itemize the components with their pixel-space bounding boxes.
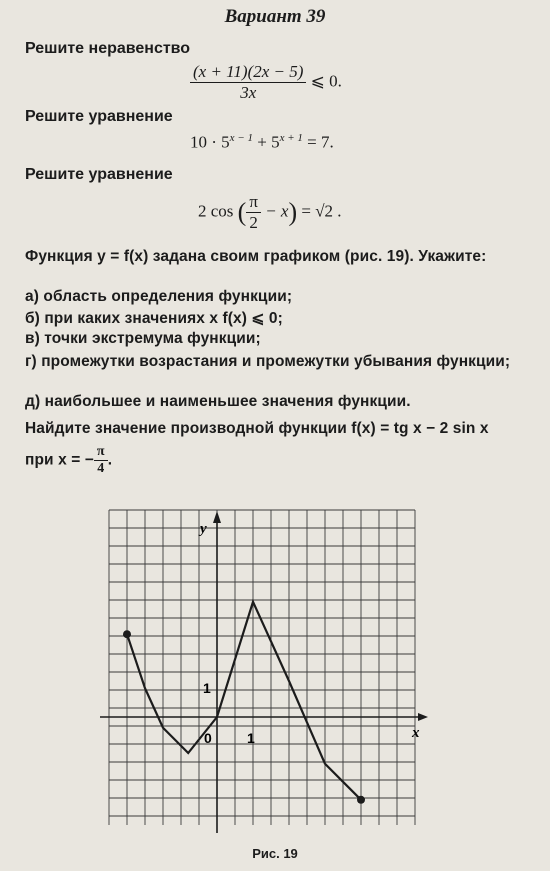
- task3-rhs: = √2 .: [301, 201, 342, 221]
- curve-end-point: [357, 796, 365, 804]
- task2-right: = 7.: [302, 132, 334, 152]
- task4-item-v: в) точки экстремума функции;: [25, 330, 261, 347]
- task3-label: Решите уравнение: [25, 166, 173, 183]
- y-axis-arrow-icon: [213, 511, 221, 523]
- function-curve: [127, 602, 361, 800]
- task2-exp1: x − 1: [229, 132, 253, 144]
- task5-four: 4: [97, 461, 105, 476]
- task3-pi: π: [246, 192, 261, 213]
- task1-numerator: (x + 11)(2x − 5): [190, 62, 306, 83]
- variant-title: Вариант 39: [224, 6, 326, 27]
- y-axis-label: y: [200, 521, 207, 537]
- task2-exp2: x + 1: [279, 132, 303, 144]
- figure-caption: Рис. 19: [252, 846, 298, 861]
- task3-two: 2: [249, 213, 258, 232]
- task3-minus-x: − x: [260, 201, 289, 221]
- task3-lhs: 2 cos: [198, 201, 234, 221]
- task4-intro: Функция y = f(x) задана своим графиком (рис. 19). Укажите:: [25, 248, 487, 265]
- origin-label: 0: [204, 730, 212, 746]
- task4-item-a: а) область определения функции;: [25, 288, 293, 305]
- x-tick-1-label: 1: [247, 730, 255, 746]
- graph-grid: [109, 510, 415, 825]
- function-graph: [100, 505, 430, 835]
- y-tick-1-label: 1: [203, 680, 211, 696]
- task1-denominator: 3x: [240, 83, 257, 102]
- task5-pi: π: [94, 444, 108, 461]
- task4-item-b: б) при каких значениях x f(x) ⩽ 0;: [25, 310, 283, 327]
- task4-item-g: г) промежутки возрастания и промежутки убывания функции;: [25, 353, 511, 370]
- x-axis-label: x: [412, 725, 420, 741]
- x-axis-arrow-icon: [418, 713, 428, 721]
- task3-equation: 2 cos ( $\frac{\pi}{2}$ − x) = √2 .: [198, 192, 342, 232]
- task2-equation: [190, 132, 334, 153]
- task1-inequality: [190, 62, 342, 103]
- task5-line2: [25, 444, 112, 477]
- task5-line1: Найдите значение производной функции f(x) = tg x − 2 sin x: [25, 420, 489, 437]
- task5-prefix: при x = −: [25, 451, 94, 469]
- task5-suffix: .: [107, 451, 113, 469]
- task4-item-d: д) наибольшее и наименьшее значения функции.: [25, 393, 411, 410]
- curve-start-point: [123, 630, 131, 638]
- task2-label: Решите уравнение: [25, 108, 173, 125]
- task1-label: Решите неравенство: [25, 40, 191, 57]
- task2-left: 10 · 5: [190, 132, 230, 152]
- task1-relation: ⩽ 0.: [310, 71, 342, 91]
- task2-mid: + 5: [252, 132, 280, 152]
